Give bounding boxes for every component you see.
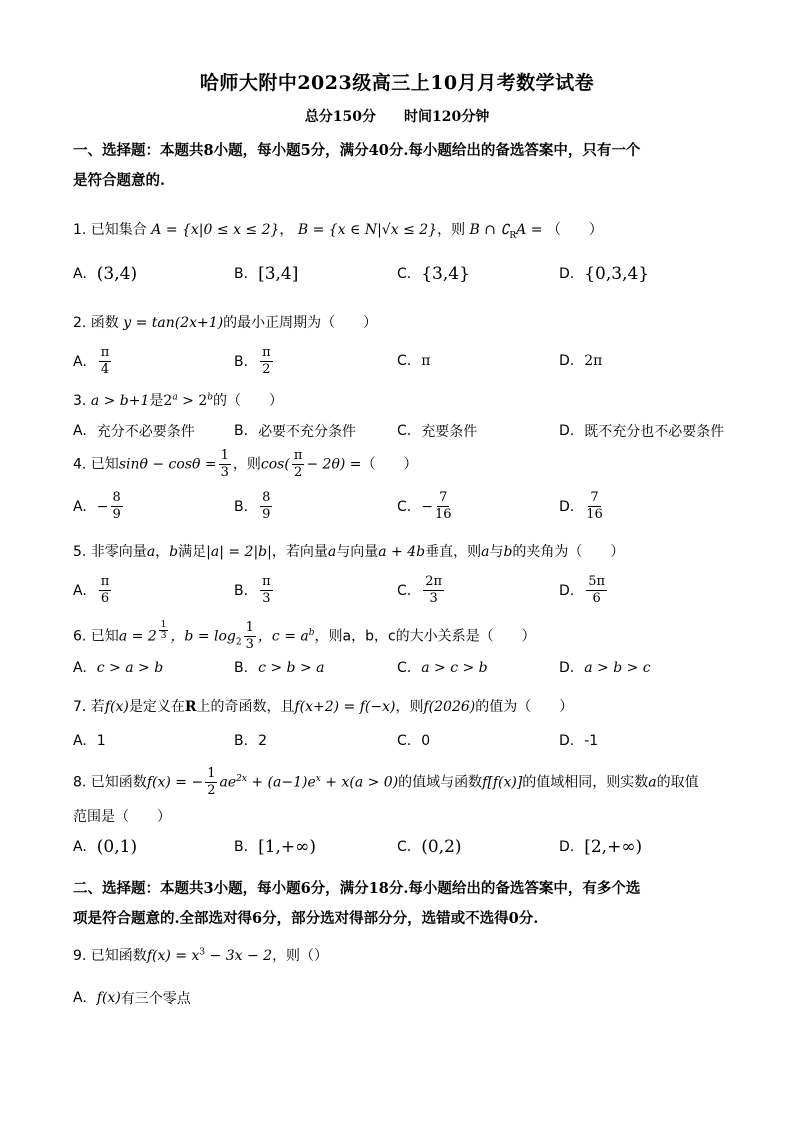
option-a[interactable]: A. $\frac{\pi}{6}$ <box>73 574 110 606</box>
option-a[interactable]: A. $\frac{\pi}{4}$ <box>73 345 110 377</box>
time-limit: 时间120分钟 <box>404 109 490 125</box>
option-d[interactable]: D. $\frac{7}{16}$ <box>559 490 603 522</box>
option-a[interactable]: A. 充分不必要条件 <box>73 423 195 440</box>
question-5-options <box>0 574 794 604</box>
option-c[interactable]: C. π <box>397 353 431 369</box>
question-4: 4. 已知sinθ − cosθ = $\frac{1}{3}$ ，则cos( $\frac{\pi}{2}$ − 2θ) =（ ） <box>73 448 418 480</box>
question-3-options <box>0 421 794 451</box>
option-b[interactable]: B. $\frac{8}{9}$ <box>234 490 271 522</box>
option-b[interactable]: B. [3,4] <box>234 264 299 284</box>
option-d[interactable]: D. 既不充分也不必要条件 <box>559 423 725 440</box>
option-c[interactable]: C. {3,4} <box>397 264 470 284</box>
question-6: 6. 已知a = 2 $^{\frac{1}{3}}$ ，$b = \log_2$ $\frac{1}{3}$ ，$c = a^b$，则a，b，c的大小关系是（ ） <box>73 620 536 652</box>
question-8-line-2: 范围是（ ） <box>73 809 171 825</box>
exam-title: 哈师大附中2023级高三上10月月考数学试卷 <box>199 72 595 94</box>
question-4-options <box>0 490 794 520</box>
option-d[interactable]: D. 2π <box>559 353 603 369</box>
question-7: 7. 若f(x)是定义在R上的奇函数，且f(x+2) = f(−x)，则f(2026)的值为（ ） <box>73 699 574 715</box>
option-a[interactable]: A. 1 <box>73 733 106 749</box>
option-c[interactable]: C. (0,2) <box>397 837 462 857</box>
option-a[interactable]: A. (0,1) <box>73 837 138 857</box>
option-c[interactable]: C. a > c > b <box>397 660 488 676</box>
option-a[interactable]: A. − $\frac{8}{9}$ <box>73 490 121 522</box>
option-d[interactable]: D. {0,3,4} <box>559 264 650 284</box>
option-a[interactable]: A. (3,4) <box>73 264 138 284</box>
question-2-options <box>0 345 794 375</box>
option-a[interactable]: A. c > a > b <box>73 660 164 676</box>
option-c[interactable]: C. 充要条件 <box>397 423 478 440</box>
option-d[interactable]: D. a > b > c <box>559 660 651 676</box>
option-a[interactable]: A. f(x) 有三个零点 <box>73 990 191 1007</box>
option-b[interactable]: B. $\frac{\pi}{3}$ <box>234 574 271 606</box>
option-b[interactable]: B. 2 <box>234 733 267 749</box>
question-6-options <box>0 660 794 690</box>
question-9-options <box>0 988 794 1018</box>
option-d[interactable]: D. [2,+∞) <box>559 837 643 857</box>
exam-subtitle <box>0 106 794 126</box>
section-1-heading: 一、选择题：本题共8小题，每小题5分，满分40分.每小题给出的备选答案中，只有一个 是符合题意的. <box>73 142 641 189</box>
option-b[interactable]: B. $\frac{\pi}{2}$ <box>234 345 271 377</box>
option-b[interactable]: B. c > b > a <box>234 660 325 676</box>
option-b[interactable]: B. 必要不充分条件 <box>234 423 357 440</box>
option-b[interactable]: B. [1,+∞) <box>234 837 316 857</box>
option-c[interactable]: C. $\frac{2\pi}{3}$ <box>397 574 443 606</box>
question-9: 9. 已知函数$f(x) = x^3 - 3x - 2$，则（） <box>73 947 329 964</box>
section-2-heading: 二、选择题：本题共3小题，每小题6分，满分18分.每小题给出的备选答案中，有多个选 项是符合题意的.全部选对得6分，部分选对得部分分，选错或不选得0分. <box>73 880 641 927</box>
option-d[interactable]: D. -1 <box>559 733 599 749</box>
option-c[interactable]: C. 0 <box>397 733 431 749</box>
question-1: 1. 已知集合 A = {x|0 ≤ x ≤ 2}， B = {x ∈ N|√x ≤ 2}，则 B ∩ $∁_RA$ = （ ） <box>73 222 603 241</box>
question-2: 2. 函数 y = tan(2x+1)的最小正周期为（ ） <box>73 315 378 331</box>
question-7-options <box>0 733 794 763</box>
total-score: 总分150分 <box>304 109 376 125</box>
option-c[interactable]: C. − $\frac{7}{16}$ <box>397 490 452 522</box>
question-3: 3. a > b+1是$2^a > 2^b$的（ ） <box>73 392 283 409</box>
question-1-options <box>0 264 794 294</box>
question-5: 5. 非零向量a，b满足|a| = 2|b|，若向量a与向量a + 4b垂直，则a与b的夹角为（ ） <box>73 544 625 560</box>
option-d[interactable]: D. $\frac{5\pi}{6}$ <box>559 574 606 606</box>
question-8: 8. 已知函数f(x) = − $\frac{1}{2}$ $ae^{2x} + (a-1)e^x + x(a > 0)$的值域与函数f[f(x)]的值域相同，则实数a的取值 <box>73 766 699 798</box>
question-8-options <box>0 837 794 867</box>
